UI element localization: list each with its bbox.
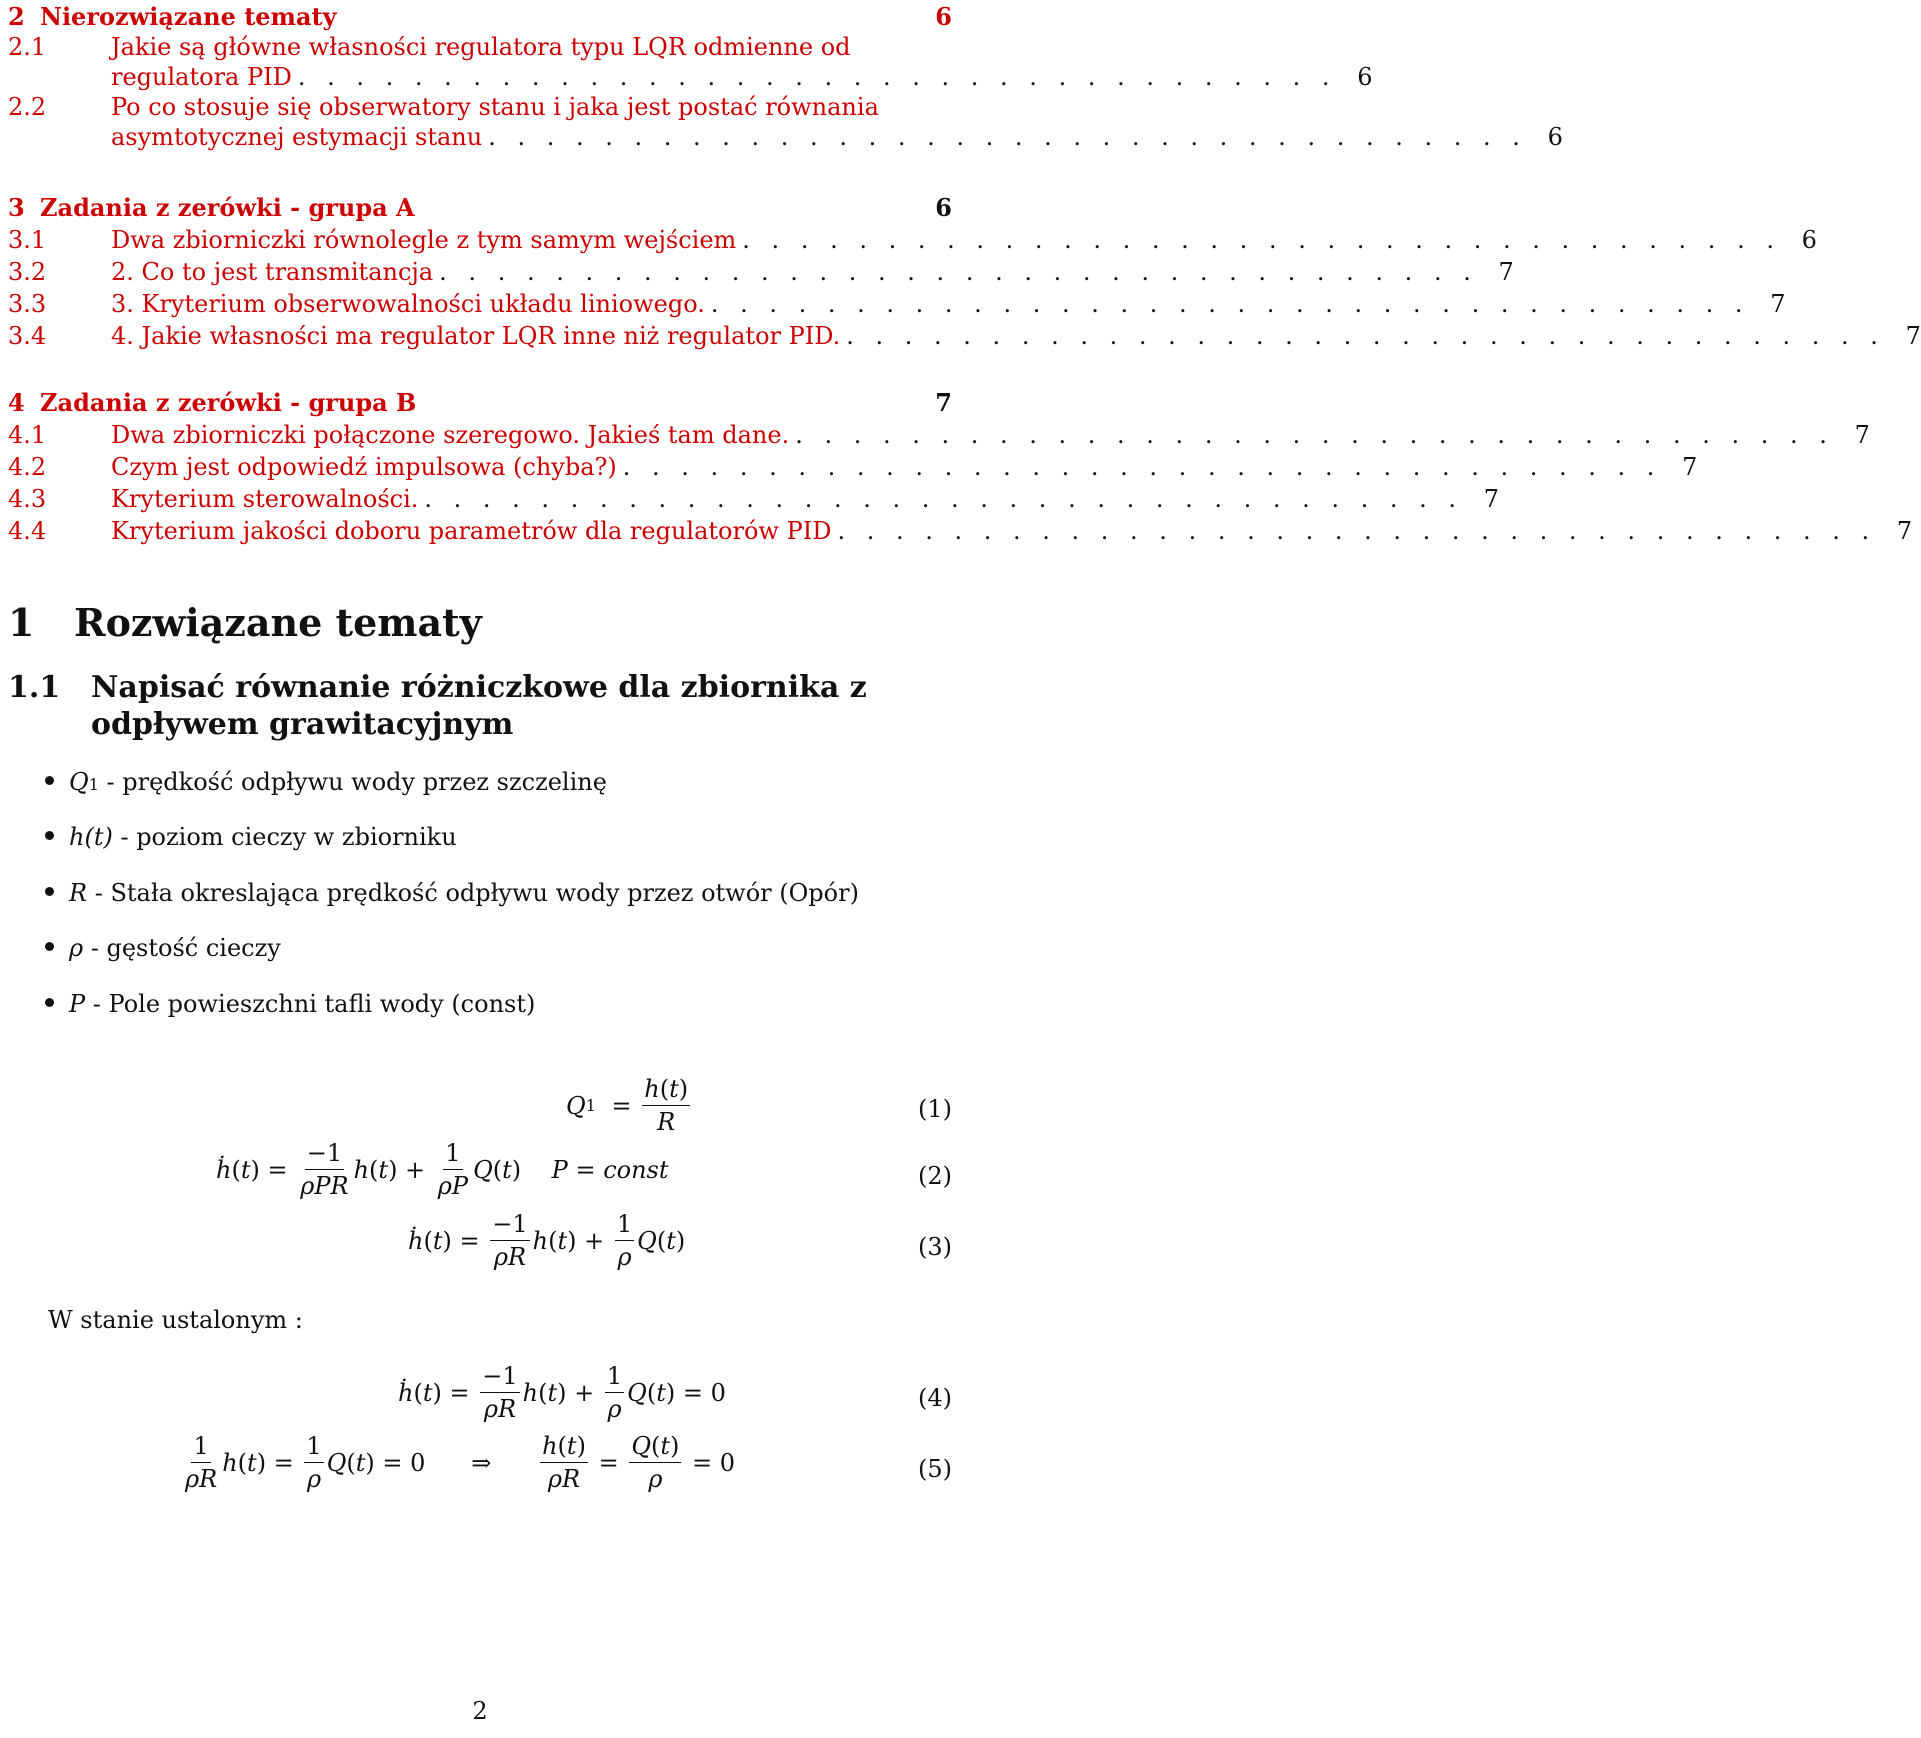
toc-item-page: 7 bbox=[1905, 322, 1921, 350]
equation-2: ḣ ( t ) = $\frac{-1}{\text{ρPR}}$ h ( t ) + $\frac{1}{\rho P}$ Q ( t ) P = const bbox=[216, 1139, 669, 1200]
toc-section-title: Nierozwiązane tematy bbox=[40, 2, 337, 31]
list-item-text: - Stała okreslająca prędkość odpływu wody przez otwór (Opór) bbox=[87, 879, 859, 907]
toc-section-title: Zadania z zerówki - grupa B bbox=[40, 388, 417, 417]
toc-item-3-4[interactable] bbox=[8, 322, 1921, 350]
toc-item-4-4[interactable] bbox=[8, 517, 1913, 545]
toc-section-number: 2 bbox=[8, 2, 25, 31]
toc-section-page: 6 bbox=[935, 193, 952, 222]
toc-section-number: 4 bbox=[8, 388, 25, 417]
toc-leader-dots: . . . . . . . . . . . . . . . . . . . . . . . . . . . . . . . . . . . . bbox=[488, 123, 1527, 151]
toc-item-number: 2.2 bbox=[8, 93, 47, 121]
toc-leader-dots: . . . . . . . . . . . . . . . . . . . . . . . . . . . . . . . . . . . . bbox=[710, 290, 1750, 318]
toc-section-page: 7 bbox=[935, 388, 952, 417]
toc-section-page: 6 bbox=[935, 2, 952, 31]
equation-number: (3) bbox=[918, 1233, 952, 1261]
bullet-icon bbox=[45, 942, 54, 951]
toc-item-number: 2.1 bbox=[8, 33, 47, 61]
toc-leader-dots: . . . . . . . . . . . . . . . . . . . . . . . . . . . . . . . . . . . . bbox=[439, 258, 1478, 286]
toc-item-number: 4.4 bbox=[8, 517, 47, 545]
list-item bbox=[45, 768, 607, 796]
toc-item-page: 7 bbox=[1854, 421, 1870, 449]
symbol: P bbox=[69, 990, 86, 1018]
equation-4: ḣ ( t ) = $\frac{-1}{\rho R}$ h ( t ) + $\frac{1}{\rho}$ Q ( t ) = 0 bbox=[398, 1362, 726, 1423]
subsection-title: Napisać równanie różniczkowe dla zbiornika z odpływem grawitacyjnym bbox=[91, 670, 867, 742]
toc-item-page: 7 bbox=[1498, 258, 1514, 286]
toc-leader-dots: . . . . . . . . . . . . . . . . . . . . . . . . . . . . . . . . . . . . bbox=[837, 517, 1877, 545]
toc-leader-dots: . . . . . . . . . . . . . . . . . . . . . . . . . . . . . . . . . . . . bbox=[846, 322, 1885, 350]
section-number: 1 bbox=[8, 600, 35, 645]
list-item bbox=[45, 879, 859, 907]
section-heading bbox=[8, 600, 482, 645]
toc-item-number: 3.4 bbox=[8, 322, 47, 350]
list-item bbox=[45, 934, 281, 962]
toc-item-title: 3. Kryterium obserwowalności układu liniowego. bbox=[111, 290, 705, 318]
toc-item-title: Czym jest odpowiedź impulsowa (chyba?) bbox=[111, 453, 617, 481]
toc-section-3[interactable] bbox=[8, 193, 952, 222]
list-item-text: - Pole powieszchni tafli wody (const) bbox=[85, 990, 536, 1018]
toc-item-title: Dwa zbiorniczki połączone szeregowo. Jakieś tam dane. bbox=[111, 421, 790, 449]
toc-item-page: 7 bbox=[1896, 517, 1913, 545]
equation-5: $\frac{1}{\rho R}$ h ( t ) = $\frac{1}{\rho}$ Q ( t ) = 0 ⇒ $\frac{h(t)}{\rho R}$ = $\frac{Q(t)}{\rho}$ = 0 bbox=[185, 1432, 736, 1493]
toc-item-title: Kryterium sterowalności. bbox=[111, 485, 419, 513]
toc-item-2-1-cont[interactable] bbox=[111, 63, 1373, 91]
equation-3: ḣ ( t ) = $\frac{-1}{\rho R}$ h ( t ) + $\frac{1}{\rho}$ Q ( t ) bbox=[408, 1210, 686, 1271]
toc-leader-dots: . . . . . . . . . . . . . . . . . . . . . . . . . . . . . . . . . . . . bbox=[795, 421, 1834, 449]
page-number: 2 bbox=[472, 1697, 488, 1725]
toc-section-title: Zadania z zerówki - grupa A bbox=[40, 193, 415, 222]
list-item-text: - prędkość odpływu wody przez szczelinę bbox=[98, 768, 607, 796]
toc-item-3-2[interactable] bbox=[8, 258, 1514, 286]
toc-item-number: 3.3 bbox=[8, 290, 47, 318]
toc-item-title-cont: regulatora PID bbox=[111, 63, 292, 91]
equation-number: (5) bbox=[918, 1455, 952, 1483]
toc-leader-dots: . . . . . . . . . . . . . . . . . . . . . . . . . . . . . . . . . . . . bbox=[622, 453, 1662, 481]
bullet-icon bbox=[45, 831, 54, 840]
subsection-number: 1.1 bbox=[8, 670, 61, 705]
equation-number: (1) bbox=[918, 1095, 952, 1123]
section-title: Rozwiązane tematy bbox=[74, 600, 482, 645]
toc-item-number: 3.1 bbox=[8, 226, 47, 254]
toc-leader-dots: . . . . . . . . . . . . . . . . . . . . . . . . . . . . . . . . . . . . bbox=[424, 485, 1464, 513]
toc-leader-dots: . . . . . . . . . . . . . . . . . . . . . . . . . . . . . . . . . . . . bbox=[742, 226, 1781, 254]
toc-item-number: 4.3 bbox=[8, 485, 47, 513]
toc-section-number: 3 bbox=[8, 193, 25, 222]
bullet-icon bbox=[45, 776, 54, 785]
symbol: h(t) bbox=[69, 823, 113, 851]
toc-item-3-1[interactable] bbox=[8, 226, 1817, 254]
toc-item-4-3[interactable] bbox=[8, 485, 1500, 513]
toc-item-page: 6 bbox=[1801, 226, 1817, 254]
toc-item-page: 7 bbox=[1682, 453, 1698, 481]
equation-number: (2) bbox=[918, 1162, 952, 1190]
toc-item-3-3[interactable] bbox=[8, 290, 1786, 318]
toc-item-page: 7 bbox=[1483, 485, 1500, 513]
symbol: Q bbox=[69, 768, 89, 796]
toc-item-4-2[interactable] bbox=[8, 453, 1698, 481]
toc-item-title: Po co stosuje się obserwatory stanu i jaka jest postać równania bbox=[111, 93, 879, 121]
equation-number: (4) bbox=[918, 1384, 952, 1412]
toc-item-2-1[interactable] bbox=[8, 33, 952, 61]
steady-state-label: W stanie ustalonym : bbox=[48, 1306, 303, 1334]
symbol-subscript: 1 bbox=[88, 775, 99, 794]
bullet-icon bbox=[45, 887, 54, 896]
symbol: ρ bbox=[69, 934, 84, 962]
list-item bbox=[45, 990, 535, 1018]
bullet-icon bbox=[45, 998, 54, 1007]
toc-item-number: 4.1 bbox=[8, 421, 47, 449]
toc-item-2-2-cont[interactable] bbox=[111, 123, 1563, 151]
toc-item-title: Jakie są główne własności regulatora typu LQR odmienne od bbox=[111, 33, 851, 61]
list-item-text: - gęstość cieczy bbox=[83, 934, 281, 962]
list-item-text: - poziom cieczy w zbiorniku bbox=[112, 823, 457, 851]
toc-item-page: 6 bbox=[1357, 63, 1373, 91]
toc-item-2-2[interactable] bbox=[8, 93, 952, 121]
toc-section-4[interactable] bbox=[8, 388, 952, 417]
symbol: R bbox=[69, 879, 88, 907]
toc-item-title: 2. Co to jest transmitancja bbox=[111, 258, 434, 286]
toc-leader-dots: . . . . . . . . . . . . . . . . . . . . . . . . . . . . . . . . . . . . bbox=[297, 63, 1337, 91]
toc-item-title-cont: asymtotycznej estymacji stanu bbox=[111, 123, 483, 151]
toc-item-title: 4. Jakie własności ma regulator LQR inne niż regulator PID. bbox=[111, 322, 841, 350]
toc-item-page: 6 bbox=[1547, 123, 1563, 151]
toc-item-number: 4.2 bbox=[8, 453, 47, 481]
toc-item-number: 3.2 bbox=[8, 258, 47, 286]
toc-item-4-1[interactable] bbox=[8, 421, 1870, 449]
toc-item-page: 7 bbox=[1770, 290, 1786, 318]
toc-item-title: Dwa zbiorniczki równolegle z tym samym wejściem bbox=[111, 226, 737, 254]
list-item bbox=[45, 823, 457, 851]
equation-1: Q 1 = $\frac{h(t)}{R}$ bbox=[566, 1075, 689, 1136]
toc-section-2[interactable] bbox=[8, 2, 952, 31]
toc-item-title: Kryterium jakości doboru parametrów dla regulatorów PID bbox=[111, 517, 832, 545]
